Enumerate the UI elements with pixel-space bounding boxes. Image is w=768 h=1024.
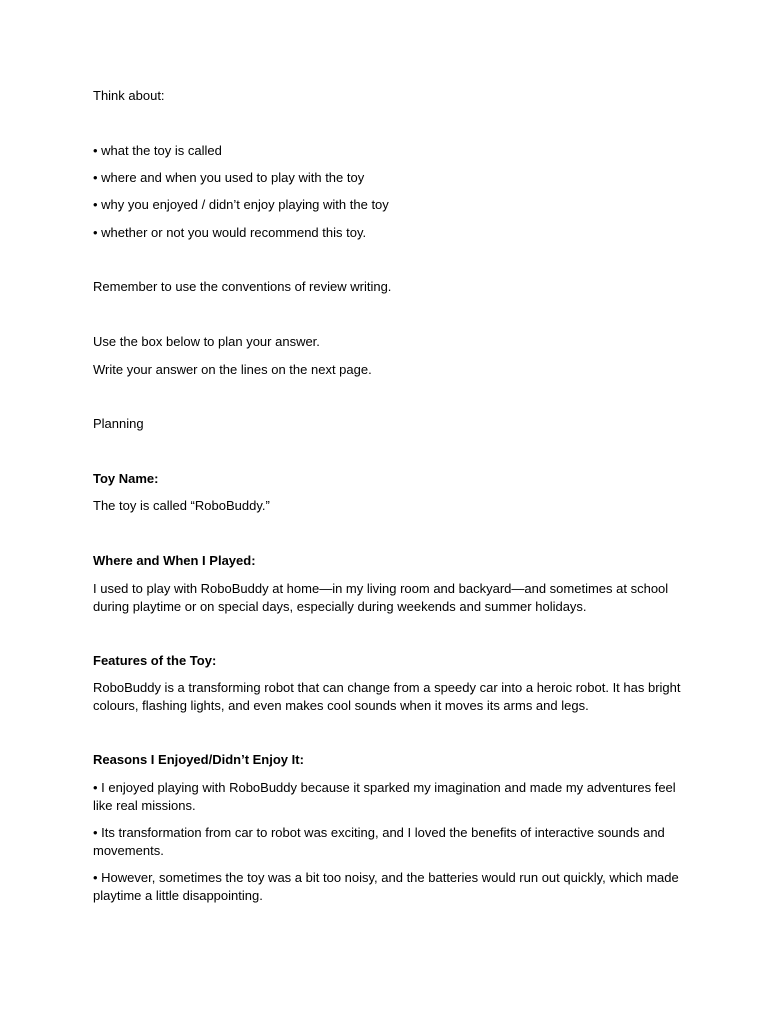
reason-item: • However, sometimes the toy was a bit too noisy, and the batteries would run out quickly, which made playtime a little disappointing. [93, 870, 679, 903]
use-box-text: Use the box below to plan your answer. [93, 334, 320, 349]
where-when-label: Where and When I Played: [93, 553, 256, 568]
think-about-label: Think about: [93, 88, 165, 103]
bullet-item: • what the toy is called [93, 143, 222, 158]
features-label: Features of the Toy: [93, 653, 217, 668]
reasons-label: Reasons I Enjoyed/Didn’t Enjoy It: [93, 752, 304, 767]
bullet-item: • where and when you used to play with the toy [93, 170, 365, 185]
reason-item: • Its transformation from car to robot was exciting, and I loved the benefits of interactive sounds and movements. [93, 825, 665, 858]
bullet-item: • why you enjoyed / didn’t enjoy playing with the toy [93, 197, 389, 212]
where-when-text: I used to play with RoboBuddy at home—in my living room and backyard—and sometimes at school during playtime or on special days, especially during weekends and summer holidays. [93, 581, 669, 614]
reason-item: • I enjoyed playing with RoboBuddy because it sparked my imagination and made my adventures feel like real missions. [93, 780, 676, 813]
bullet-item: • whether or not you would recommend this toy. [93, 225, 367, 240]
toy-name-label: Toy Name: [93, 471, 159, 486]
write-answer-text: Write your answer on the lines on the next page. [93, 362, 372, 377]
document-page [93, 0, 683, 1024]
planning-heading: Planning [93, 416, 144, 431]
remember-text: Remember to use the conventions of review writing. [93, 279, 392, 294]
toy-name-text: The toy is called “RoboBuddy.” [93, 498, 270, 513]
features-text: RoboBuddy is a transforming robot that can change from a speedy car into a heroic robot. It has bright colours, flashing lights, and even makes cool sounds when it moves its arms and legs. [93, 680, 681, 713]
